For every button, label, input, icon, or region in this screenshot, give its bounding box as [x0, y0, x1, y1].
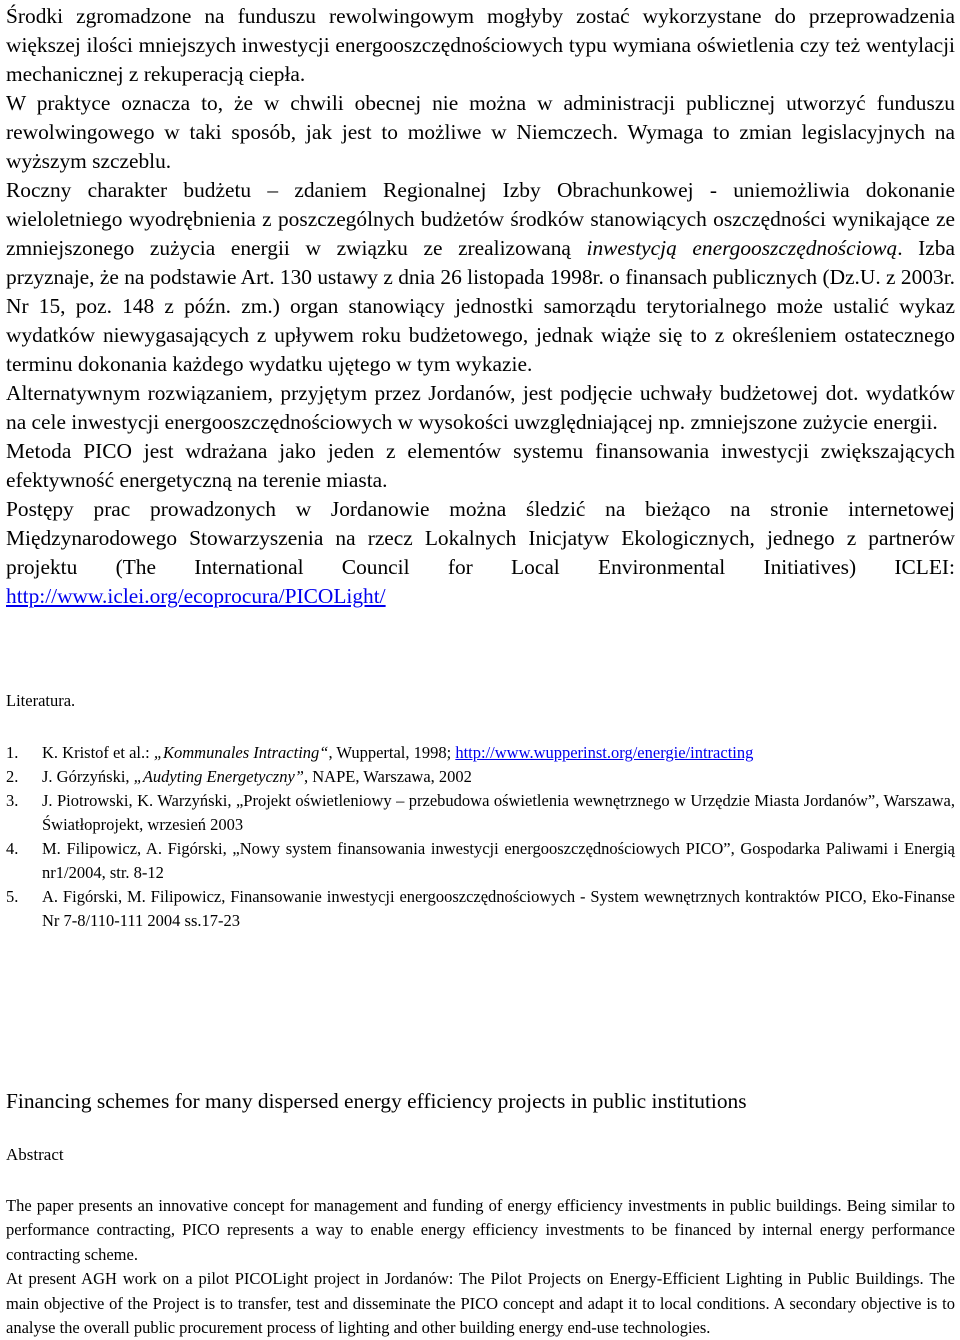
text-segment: J. Piotrowski, K. Warzyński, „Projekt oświetleniowy – przebudowa oświetlenia wewnętrznego w Urzędzie Miasta Jordanów”, Warszawa, Światłoprojekt, wrzesień 2003	[42, 791, 955, 834]
body-paragraph	[6, 2, 955, 89]
text-segment: Środki zgromadzone na funduszu rewolwingowym mogłyby zostać wykorzystane do przeprowadzenia większej ilości mniejszych inwestycji energooszczędnościowych typu wymiana oświetlenia czy też wentylacji mechanicznej z rekuperacją ciepła.	[6, 4, 955, 86]
text-segment: , Wuppertal, 1998;	[328, 743, 456, 762]
reference-number: 5.	[6, 887, 19, 906]
italic-text: inwestycją energooszczędnościową	[586, 236, 898, 260]
text-segment: Postępy prac prowadzonych w Jordanowie można śledzić na bieżąco na stronie internetowej Międzynarodowego Stowarzyszenia na rzecz Lokalnych Inicjatyw Ekologicznych, jednego z partnerów projektu (The International Council for Local Environmental Initiatives) ICLEI:	[6, 497, 955, 579]
polish-body-text	[6, 2, 955, 664]
reference-item	[6, 885, 955, 933]
italic-text: „Audyting Energetyczny”	[133, 767, 304, 786]
text-segment: Roczny charakter budżetu – zdaniem Regionalnej Izby Obrachunkowej - uniemożliwia dokonanie wieloletniego wyodrębnienia z poszczególnych budżetów środków stanowiących oszczędności wynikające ze zmniejszonego zużycia energii w związku ze zrealizowaną	[6, 178, 955, 260]
text-segment: M. Filipowicz, A. Figórski, „Nowy system finansowania inwestycji energooszczędnościowych PICO”, Gospodarka Paliwami i Energią nr1/2004, str. 8-12	[42, 839, 955, 882]
text-segment: Metoda PICO jest wdrażana jako jeden z elementów systemu finansowania inwestycji zwiększających efektywność energetyczną na terenie miasta.	[6, 439, 955, 492]
text-segment: , NAPE, Warszawa, 2002	[303, 767, 472, 786]
abstract-body	[6, 1194, 955, 1340]
body-paragraph	[6, 437, 955, 495]
body-paragraph	[6, 176, 955, 379]
reference-item	[6, 837, 955, 885]
reference-number: 2.	[6, 767, 19, 786]
literature-heading: Literatura.	[6, 691, 76, 710]
text-segment: Alternatywnym rozwiązaniem, przyjętym przez Jordanów, jest podjęcie uchwały budżetowej dot. wydatków na cele inwestycji energooszczędnościowych w wysokości uwzględniającej np. zmniejszone zużycie energii.	[6, 381, 955, 434]
text-segment: K. Kristof et al.:	[42, 743, 154, 762]
reference-item	[6, 789, 955, 837]
abstract-heading: Abstract	[6, 1145, 64, 1164]
text-segment: W praktyce oznacza to, że w chwili obecnej nie można w administracji publicznej utworzyć funduszu rewolwingowego w taki sposób, jak jest to możliwe w Niemczech. Wymaga to zmian legislacyjnych na wyższym szczeblu.	[6, 91, 955, 173]
body-paragraph	[6, 89, 955, 176]
reference-number: 3.	[6, 791, 19, 810]
text-segment: A. Figórski, M. Filipowicz, Finansowanie inwestycji energooszczędnościowych - System wewnętrznych kontraktów PICO, Eko-Finanse Nr 7-8/110-111 2004 ss.17-23	[42, 887, 955, 930]
abstract-paragraph: The paper presents an innovative concept for management and funding of energy efficiency investments in public buildings. Being similar to performance contracting, PICO represents a way to enable energy efficiency investments to be financed by internal energy performance contracting scheme.	[6, 1196, 955, 1264]
reference-number: 1.	[6, 743, 19, 762]
italic-text: „Kommunales Intracting“	[153, 743, 329, 762]
references-list	[6, 741, 955, 933]
abstract-paragraph: At present AGH work on a pilot PICOLight project in Jordanów: The Pilot Projects on Energy-Efficient Lighting in Public Buildings. The main objective of the Project is to transfer, test and disseminate the PICO concept and adapt it to local conditions. A secondary objective is to analyse the overall public procurement process of lighting and other building energy end-use technologies.	[6, 1269, 955, 1338]
reference-item	[6, 765, 955, 789]
english-title: Financing schemes for many dispersed energy efficiency projects in public institutions	[6, 1089, 747, 1113]
text-segment: . Izba przyznaje, że na podstawie Art. 130 ustawy z dnia 26 listopada 1998r. o finansach publicznych (Dz.U. z 2003r. Nr 15, poz. 148 z późn. zm.) organ stanowiący jednostki samorządu terytorialnego może ustalić wykaz wydatków niewygasających z upływem roku budżetowego, jednak wiąże się to z określeniem ostatecznego terminu dokonania każdego wydatku ujętego w tym wykazie.	[6, 236, 955, 376]
reference-item	[6, 741, 955, 765]
text-segment: J. Górzyński,	[42, 767, 134, 786]
reference-number: 4.	[6, 839, 19, 858]
hyperlink[interactable]: http://www.iclei.org/ecoprocura/PICOLight/	[6, 584, 386, 608]
hyperlink[interactable]: http://www.wupperinst.org/energie/intracting	[455, 743, 754, 762]
body-paragraph	[6, 379, 955, 437]
body-paragraph	[6, 495, 955, 611]
document-page	[6, 2, 955, 1340]
